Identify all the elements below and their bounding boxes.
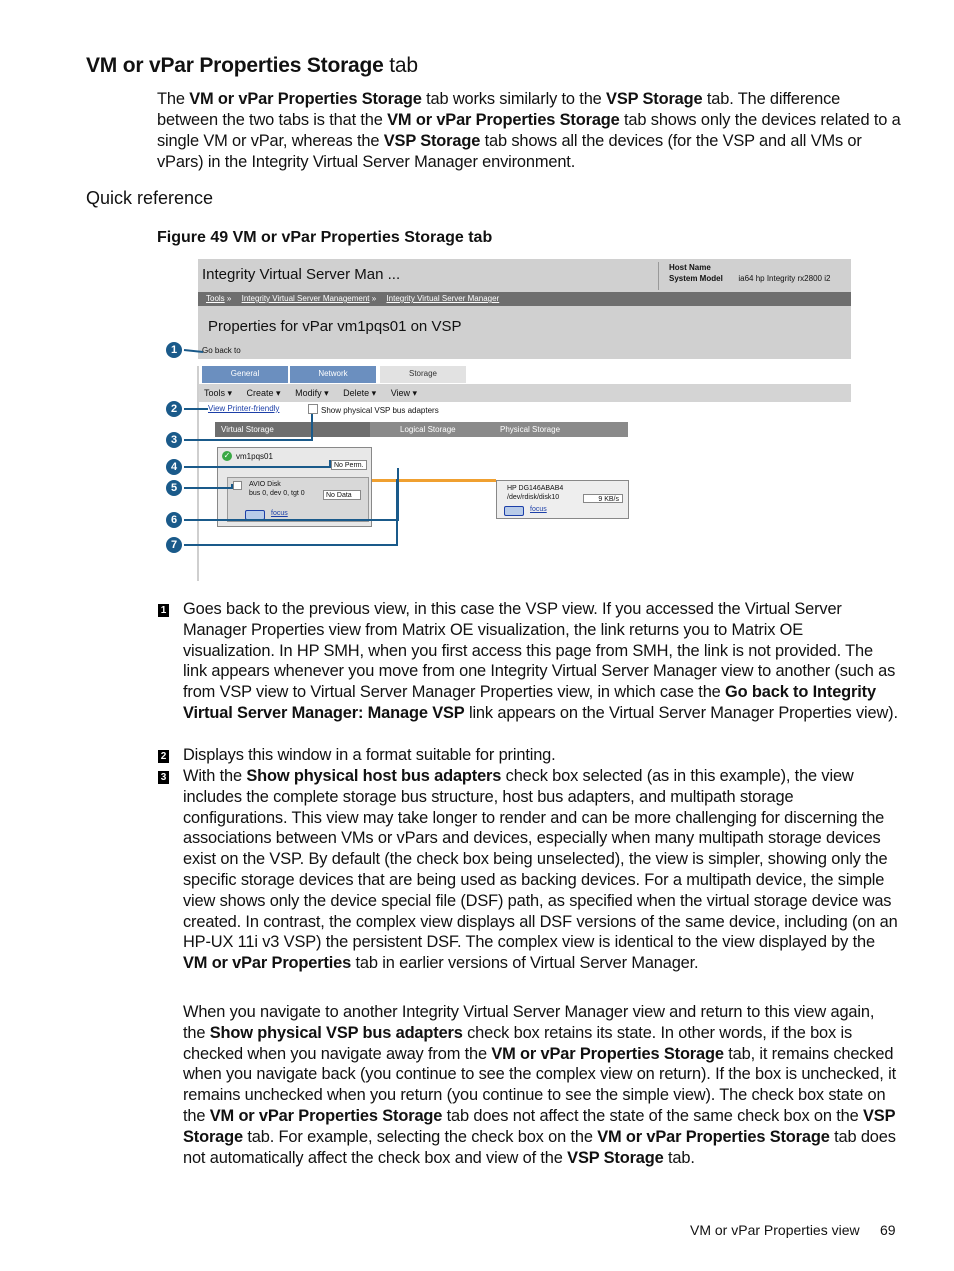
callout-6: 6 [166,512,182,528]
item-1: Goes back to the previous view, in this case the VSP view. If you accessed the Virtual Server Manager Properties view from Matrix OE visualization, the link returns you to Matrix OE visualization. In HP SMH, when you first access this page from SMH, the link is not provided. The link appears whenever you move from one Integrity Virtual Server Manager view to another (such as from VSP view to Virtual Server Manager Properties view, in which case the Go back to Integrity Virtual Server Manager: Manage VSP link appears on the Virtual Server Manager Properties view). [183,600,898,722]
tab-storage[interactable]: Storage [380,366,466,383]
physical-focus-link[interactable]: focus [530,506,547,513]
menu-tools[interactable]: Tools ▾ [204,388,233,398]
menu-create[interactable]: Create ▾ [246,388,281,398]
page-number: 69 [880,1222,896,1238]
virtual-storage-header: Virtual Storage [215,422,370,437]
item-number-2: 2 [158,750,169,763]
breadcrumb-manager[interactable]: Integrity Virtual Server Manager [386,294,500,303]
status-ok-icon: ✓ [223,451,231,460]
intro-paragraph: The VM or vPar Properties Storage tab works similarly to the VSP Storage tab. The difference between the two tabs is that the VM or vPar Properties Storage tab shows only the devices related to a single VM or vPar, whereas the VSP Storage tab shows all the devices (for the VSP and all VMs or vPars) in the Integrity Virtual Server Manager environment. [157,90,901,171]
breadcrumb-management[interactable]: Integrity Virtual Server Management [241,294,370,303]
vm-name: vm1pqs01 [236,452,273,461]
figure-screenshot [160,256,860,581]
disk-info: AVIO Disk bus 0, dev 0, tgt 0 [249,481,305,497]
menu-delete[interactable]: Delete ▾ [343,388,377,398]
quick-reference-heading: Quick reference [86,188,214,208]
logical-storage-header: Logical Storage [400,425,456,434]
physical-device-rate: 9 KB/s [583,494,623,503]
item-2: Displays this window in a format suitable for printing. [183,746,556,764]
show-adapters-checkbox[interactable]: Show physical VSP bus adapters [308,404,439,415]
item-number-1: 1 [158,604,169,617]
go-back-link[interactable]: Go back to [202,346,241,355]
callout-1: 1 [166,342,182,358]
vm-perm-field: No Perm. [331,460,367,470]
printer-friendly-link[interactable]: View Printer-friendly [208,404,280,413]
disk-focus-link[interactable]: focus [271,510,288,517]
callout-4: 4 [166,459,182,475]
figure-caption: Figure 49 VM or vPar Properties Storage tab [157,229,493,246]
host-info: Host Name System Model ia64 hp Integrity rx2800 i2 [658,262,851,290]
tab-network[interactable]: Network [290,366,376,383]
menu-modify[interactable]: Modify ▾ [295,388,329,398]
callout-3: 3 [166,432,182,448]
footer-label: VM or vPar Properties view [690,1222,860,1238]
section-title: VM or vPar Properties Storage tab [86,54,418,77]
menu-view[interactable]: View ▾ [390,388,418,398]
callout-5: 5 [166,480,182,496]
disk-data-field: No Data [323,490,361,500]
app-title: Integrity Virtual Server Man ... [202,266,401,283]
physical-storage-header: Physical Storage [500,425,561,434]
item-3-continuation: When you navigate to another Integrity Virtual Server Manager view and return to this view again, the Show physical VSP bus adapters check box retains its state. In other words, if the box is checked when you navigate away from the VM or vPar Properties Storage tab, it remains checked when you navigate back (you continue to see the complex view on return). If the box is unchecked, it remains unchecked when you return (you continue to see the simple view). The check box state on the VM or vPar Properties Storage tab does not affect the state of the same check box on the VSP Storage tab. For example, selecting the check box on the VM or vPar Properties Storage tab does not automatically affect the check box and view of the VSP Storage tab. [183,1003,896,1167]
breadcrumb: Tools » Integrity Virtual Server Management » Integrity Virtual Server Manager [198,292,851,306]
callout-7: 7 [166,537,182,553]
item-number-3: 3 [158,771,169,784]
item-3: With the Show physical host bus adapters check box selected (as in this example), the view includes the complete storage bus structure, host bus adapters, and multipath storage configurations. This view may take longer to render and can be more challenging for discerning the associations between VMs or vPars and devices, especially when many multipath storage devices exist on the VSP. By default (the check box being unselected), the view is simpler, showing only the specific storage devices that are being used as backing devices. For a multipath device, the simple view shows only the device special file (DSF) path, as specified when the virtual storage device was created. In contrast, the complex view displays all DSF versions of the same device, including (on an HP-UX 11i v3 VSP) the persistent DSF. The complex view is identical to the view displayed by the VM or vPar Properties tab in earlier versions of Virtual Server Manager. [183,767,898,973]
properties-title: Properties for vPar vm1pqs01 on VSP [208,318,462,335]
callout-2: 2 [166,401,182,417]
physical-device-info: HP DG146ABAB4 /dev/rdisk/disk10 [507,485,564,501]
tab-general[interactable]: General [202,366,288,383]
breadcrumb-tools[interactable]: Tools [206,294,225,303]
callout-leaders [160,256,860,581]
